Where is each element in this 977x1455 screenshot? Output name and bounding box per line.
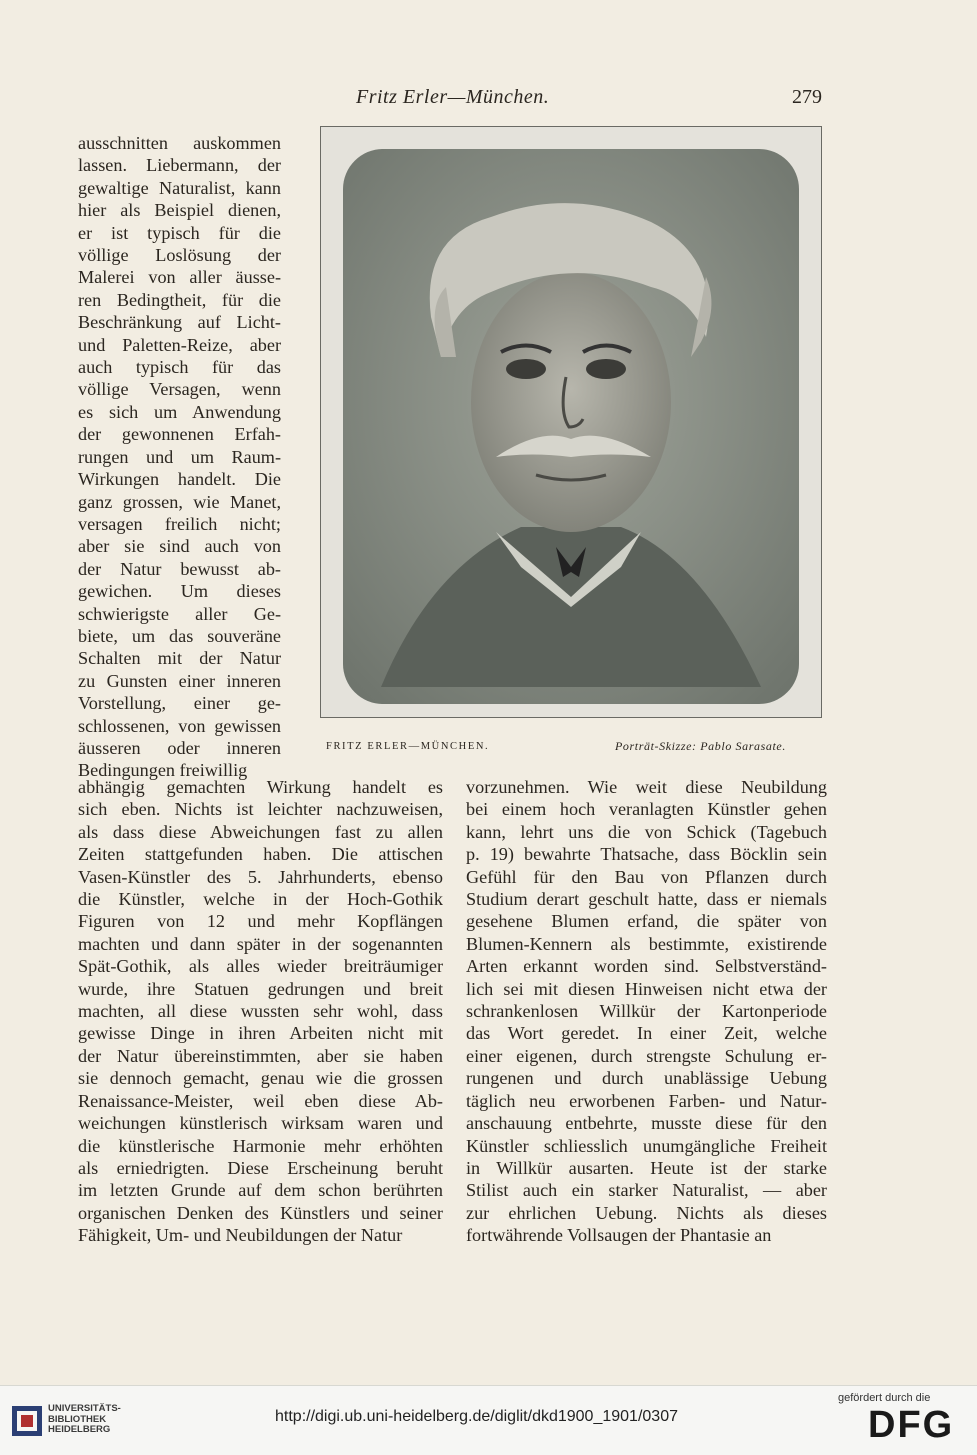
- text-line: Künstler schliesslich unumgängliche Freiheit: [466, 1135, 827, 1156]
- text-line: völlige Versagen, wenn: [78, 379, 281, 400]
- text-line: als dass diese Abweichungen fast zu allen: [78, 821, 443, 842]
- text-line: wurde, ihre Statuen gedrungen und breit: [78, 978, 443, 999]
- text-line: der Natur bewusst ab-: [78, 558, 281, 579]
- library-name: [48, 1404, 121, 1436]
- page-number: 279: [792, 86, 822, 108]
- text-line: Bedingungen freiwillig: [78, 760, 248, 781]
- text-line: machten, all diese wussten sehr wohl, dass: [78, 1001, 443, 1022]
- text-line: vorzunehmen. Wie weit diese Neubildung: [466, 777, 827, 797]
- text-line: zur ehrlichen Uebung. Nichts als dieses: [466, 1202, 827, 1223]
- text-line: Stilist auch ein starker Naturalist, — aber: [466, 1180, 827, 1201]
- text-line: ganz grossen, wie Manet,: [78, 491, 281, 512]
- text-line: organischen Denken des Künstlers und seiner: [78, 1202, 443, 1223]
- funded-by-label: gefördert durch die: [838, 1392, 931, 1404]
- text-line: das Wort geredet. In einer Zeit, welche: [466, 1023, 827, 1044]
- text-line: gewichen. Um dieses: [78, 581, 281, 602]
- text-line: hier als Beispiel dienen,: [78, 200, 281, 221]
- university-seal-icon: [10, 1404, 44, 1438]
- text-line: ausschnitten auskommen: [78, 133, 281, 153]
- text-line: biete, um das souveräne: [78, 625, 281, 646]
- text-line: täglich neu erworbenen Farben- und Natur-: [466, 1090, 827, 1111]
- text-line: ren Bedingtheit, für die: [78, 289, 281, 310]
- text-line: Renaissance-Meister, weil eben diese Ab-: [78, 1090, 443, 1111]
- digitization-footer: [0, 1385, 977, 1455]
- text-line: zu Gunsten einer inneren: [78, 670, 281, 691]
- figure-caption-title: Porträt-Skizze: Pablo Sarasate.: [615, 739, 786, 753]
- library-name-line: UNIVERSITÄTS-: [48, 1403, 121, 1414]
- text-line: Gefühl für den Bau von Pflanzen durch: [466, 866, 827, 887]
- text-line: auch typisch für das: [78, 357, 281, 378]
- library-name-line: BIBLIOTHEK: [48, 1413, 107, 1425]
- text-line: Vorstellung, einer ge-: [78, 693, 281, 714]
- left-text-column: [78, 776, 443, 1247]
- text-line: gewisse Dinge in ihren Arbeiten nicht mit: [78, 1023, 443, 1044]
- portrait-illustration: [320, 126, 822, 718]
- figure-caption-artist: FRITZ ERLER—MÜNCHEN.: [326, 741, 490, 752]
- text-line: Spät-Gothik, als alles wieder breiträumiger: [78, 956, 443, 977]
- text-line: Vasen-Künstler des 5. Jahrhunderts, ebenso: [78, 866, 443, 887]
- text-line: schwierigste aller Ge-: [78, 603, 281, 624]
- text-line: abhängig gemachten Wirkung handelt es: [78, 777, 443, 797]
- text-line: der gewonnenen Erfah-: [78, 424, 281, 445]
- narrow-text-column: [78, 132, 281, 782]
- text-line: Figuren von 12 und mehr Kopflängen: [78, 911, 443, 932]
- text-line: Zeiten stattgefunden haben. Die attischen: [78, 844, 443, 865]
- text-line: er ist typisch für die: [78, 222, 281, 243]
- dfg-logo: DFG: [868, 1404, 955, 1446]
- text-line: völlige Loslösung der: [78, 245, 281, 266]
- text-line: im letzten Grunde auf dem schon berührten: [78, 1180, 443, 1201]
- text-line: äusseren oder inneren: [78, 737, 281, 758]
- library-name-line: HEIDELBERG: [48, 1424, 111, 1436]
- text-line: Blumen-Kennern als bestimmte, existirende: [466, 933, 827, 954]
- text-line: Beschränkung auf Licht-: [78, 312, 281, 333]
- text-line: Schalten mit der Natur: [78, 648, 281, 669]
- text-line: es sich um Anwendung: [78, 401, 281, 422]
- text-line: und Paletten-Reize, aber: [78, 334, 281, 355]
- text-line: kann, lehrt uns die von Schick (Tagebuch: [466, 821, 827, 842]
- text-line: Malerei von aller äusse-: [78, 267, 281, 288]
- text-line: in Willkür ausarten. Heute ist der starke: [466, 1157, 827, 1178]
- permalink-url[interactable]: http://digi.ub.uni-heidelberg.de/diglit/dkd1900_1901/0307: [275, 1408, 678, 1425]
- text-line: schrankenlosen Willkür der Kartonperiode: [466, 1001, 827, 1022]
- text-line: rungenen und durch unablässige Uebung: [466, 1068, 827, 1089]
- text-line: anschauung entbehrte, musste diese für den: [466, 1113, 827, 1134]
- text-line: Fähigkeit, Um- und Neubildungen der Natur: [78, 1225, 403, 1246]
- text-line: machten und dann später in der sogenannten: [78, 933, 443, 954]
- text-line: sich eben. Nichts ist leichter nachzuweisen,: [78, 799, 443, 820]
- text-line: schlossenen, von gewissen: [78, 715, 281, 736]
- text-line: als erniedrigten. Diese Erscheinung beruht: [78, 1157, 443, 1178]
- text-line: gewaltige Naturalist, kann: [78, 177, 281, 198]
- text-line: bei einem hoch veranlagten Künstler gehen: [466, 799, 827, 820]
- text-line: der Natur übereinstimmten, aber sie haben: [78, 1045, 443, 1066]
- text-line: p. 19) bewahrte Thatsache, dass Böcklin sein: [466, 844, 827, 865]
- text-line: Wirkungen handelt. Die: [78, 469, 281, 490]
- portrait-sketch-image: [321, 127, 821, 717]
- text-line: die Künstler, welche in der Hoch-Gothik: [78, 889, 443, 910]
- text-line: gesehene Blumen erfand, die später von: [466, 911, 827, 932]
- text-line: sie dennoch gemacht, genau wie die grossen: [78, 1068, 443, 1089]
- text-line: die künstlerische Harmonie mehr erhöhten: [78, 1135, 443, 1156]
- text-line: rungen und um Raum-: [78, 446, 281, 467]
- right-text-column: [466, 776, 827, 1247]
- text-line: lich sei mit diesen Hinweisen nicht etwa der: [466, 978, 827, 999]
- text-line: Studium derart geschult hatte, dass er niemals: [466, 889, 827, 910]
- text-line: fortwährende Vollsaugen der Phantasie an: [466, 1225, 772, 1246]
- text-line: weichungen künstlerisch wirksam waren und: [78, 1113, 443, 1134]
- running-title: Fritz Erler—München.: [356, 86, 550, 108]
- text-line: einer eigenen, durch strengste Schulung er-: [466, 1045, 827, 1066]
- text-line: Arten erkannt worden sind. Selbstverständ-: [466, 956, 827, 977]
- text-line: versagen freilich nicht;: [78, 513, 281, 534]
- text-line: lassen. Liebermann, der: [78, 155, 281, 176]
- text-line: aber sie sind auch von: [78, 536, 281, 557]
